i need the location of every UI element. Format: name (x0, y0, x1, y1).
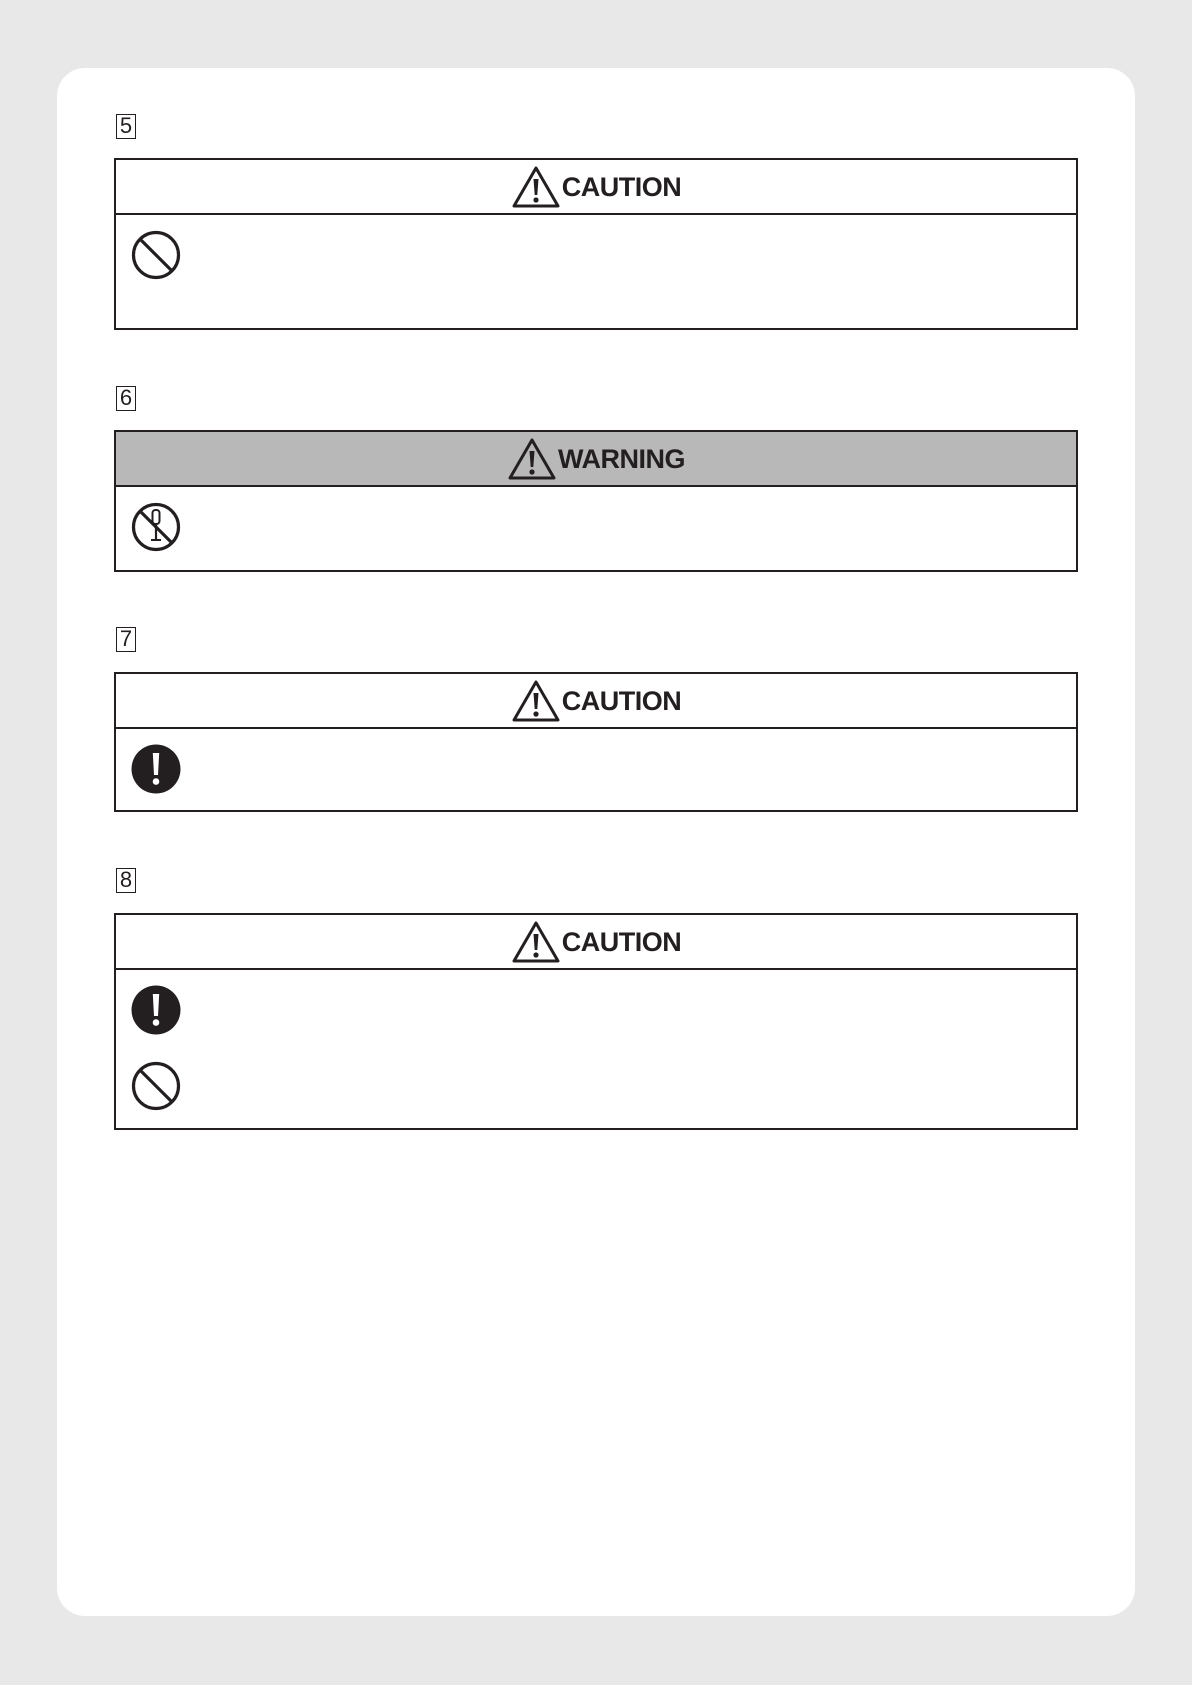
caution-header (116, 915, 1076, 970)
notice-body (116, 970, 1076, 1128)
prohibition-icon (131, 1061, 181, 1111)
warning-triangle-icon (511, 165, 561, 209)
warning-header (116, 432, 1076, 487)
warning-triangle-icon (511, 920, 561, 964)
mandatory-action-icon (131, 985, 181, 1035)
caution-label: CAUTION (561, 686, 682, 716)
warning-triangle-icon (507, 437, 557, 481)
section-number-5: 5 (116, 114, 136, 139)
caution-box-5 (114, 158, 1078, 330)
section-number-8: 8 (116, 868, 136, 893)
caution-box-7 (114, 672, 1078, 812)
notice-body (116, 487, 1076, 570)
caution-header (116, 674, 1076, 729)
caution-box-8 (114, 913, 1078, 1130)
section-number-6: 6 (116, 386, 136, 411)
notice-body (116, 215, 1076, 328)
do-not-disassemble-icon (131, 502, 181, 552)
mandatory-action-icon (131, 744, 181, 794)
warning-triangle-icon (511, 679, 561, 723)
notice-body (116, 729, 1076, 810)
caution-header (116, 160, 1076, 215)
section-number-7: 7 (116, 627, 136, 652)
warning-box-6 (114, 430, 1078, 572)
caution-label: CAUTION (561, 927, 682, 957)
prohibition-icon (131, 230, 181, 280)
caution-label: CAUTION (561, 172, 682, 202)
warning-label: WARNING (558, 444, 685, 474)
